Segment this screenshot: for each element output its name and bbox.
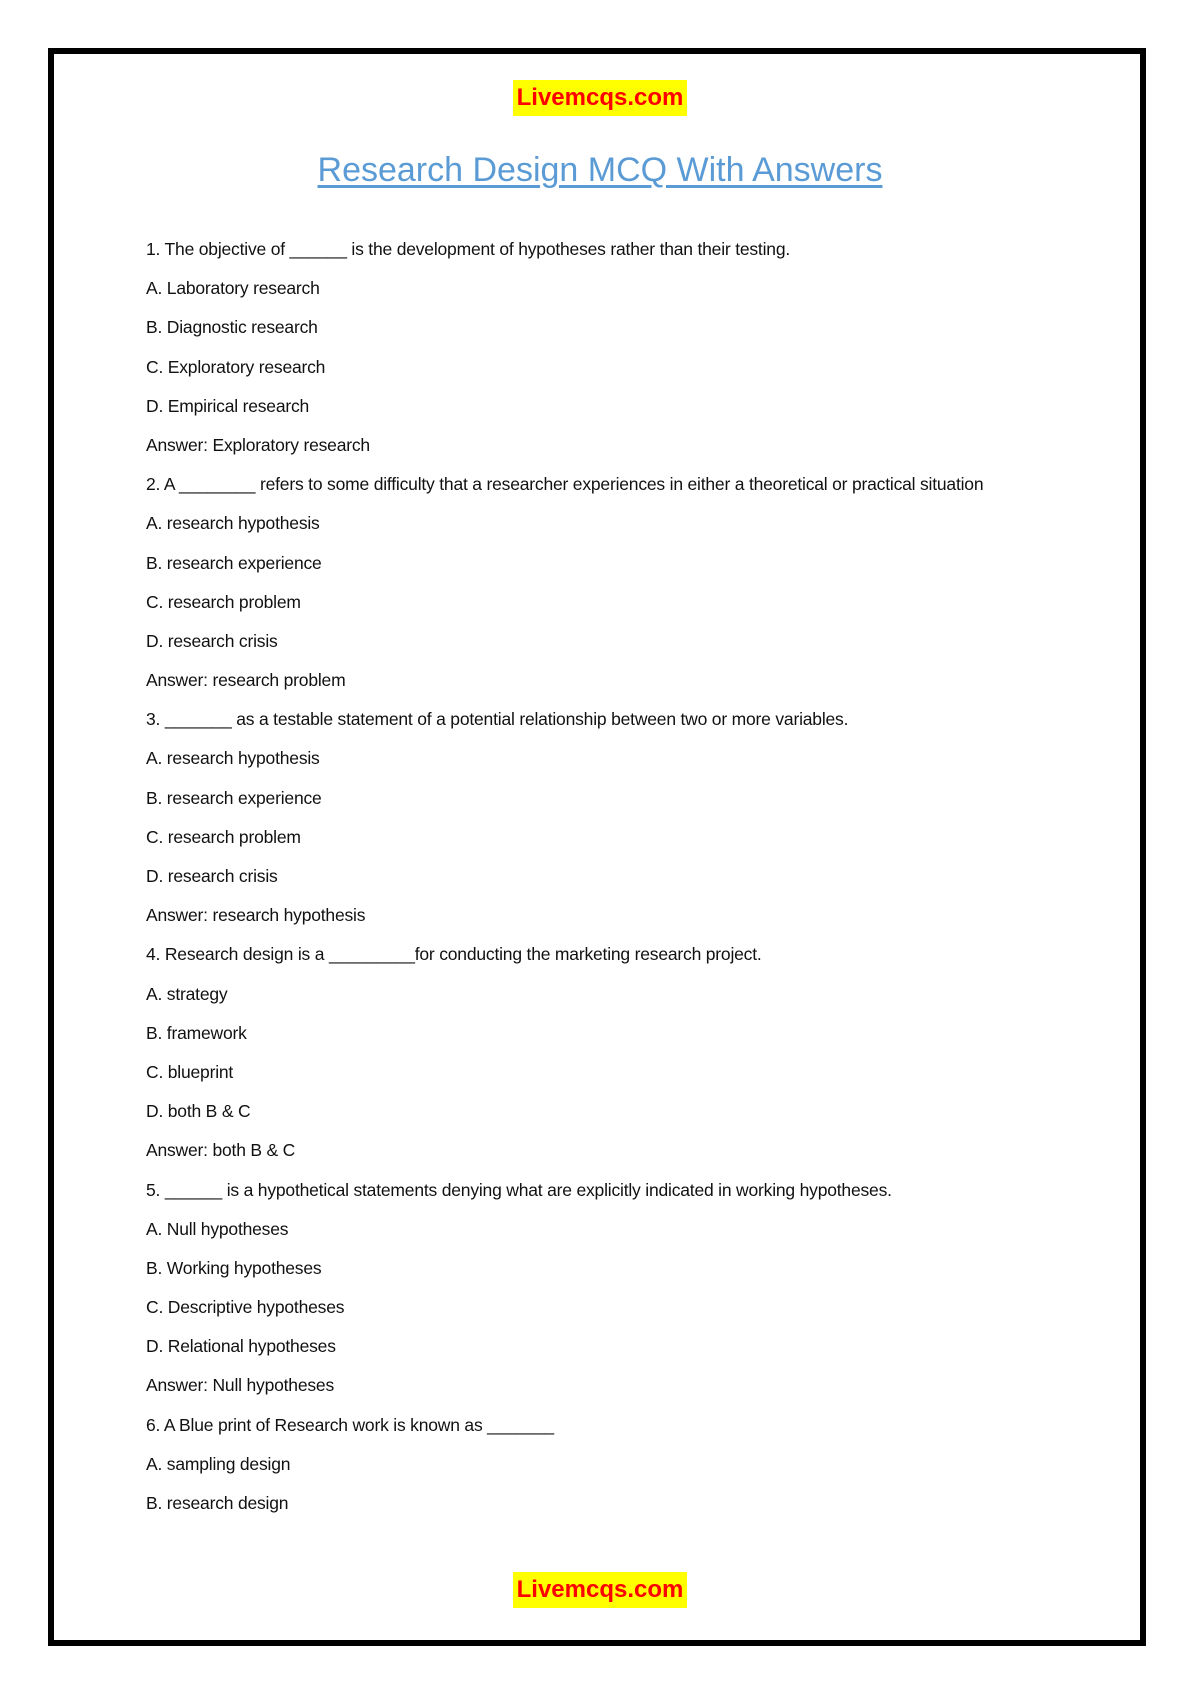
mcq-line: Answer: both B & C bbox=[146, 1140, 296, 1161]
page-title: Research Design MCQ With Answers bbox=[317, 151, 883, 189]
mcq-line: 5. ______ is a hypothetical statements denying what are explicitly indicated in working hypotheses. bbox=[146, 1179, 892, 1200]
mcq-line: C. Exploratory research bbox=[146, 356, 326, 377]
mcq-line: B. Diagnostic research bbox=[146, 317, 318, 338]
mcq-line: C. Descriptive hypotheses bbox=[146, 1297, 345, 1318]
mcq-line: D. research crisis bbox=[146, 866, 278, 886]
site-name-bottom[interactable]: Livemcqs.com bbox=[513, 1572, 688, 1608]
site-banner-top bbox=[0, 80, 1200, 116]
mcq-line: Answer: Null hypotheses bbox=[146, 1375, 334, 1396]
mcq-line: B. Working hypotheses bbox=[146, 1257, 322, 1278]
mcq-line: B. research design bbox=[146, 1493, 289, 1513]
mcq-line: 1. The objective of ______ is the development of hypotheses rather than their testing. bbox=[146, 239, 791, 259]
mcq-line: Answer: Exploratory research bbox=[146, 434, 370, 455]
mcq-line: 3. _______ as a testable statement of a potential relationship between two or more variables. bbox=[146, 709, 849, 730]
mcq-line: D. both B & C bbox=[146, 1101, 251, 1122]
mcq-content bbox=[146, 236, 1006, 1529]
mcq-line: A. strategy bbox=[146, 983, 228, 1004]
mcq-line: Answer: research hypothesis bbox=[146, 905, 366, 926]
mcq-line: C. blueprint bbox=[146, 1061, 234, 1082]
site-banner-bottom bbox=[0, 1572, 1200, 1608]
mcq-line: D. research crisis bbox=[146, 630, 278, 651]
mcq-line: B. research experience bbox=[146, 552, 322, 573]
mcq-line: 2. A ________ refers to some difficulty that a researcher experiences in either a theoretical or practical situation bbox=[146, 474, 984, 495]
mcq-line: A. Laboratory research bbox=[146, 278, 320, 299]
mcq-line: 6. A Blue print of Research work is known as _______ bbox=[146, 1414, 554, 1435]
mcq-line: B. research experience bbox=[146, 787, 322, 808]
mcq-line: A. research hypothesis bbox=[146, 748, 320, 769]
mcq-line: D. Relational hypotheses bbox=[146, 1336, 336, 1357]
mcq-line: C. research problem bbox=[146, 826, 301, 847]
mcq-line: A. research hypothesis bbox=[146, 513, 320, 534]
mcq-line: A. Null hypotheses bbox=[146, 1218, 289, 1239]
mcq-line: C. research problem bbox=[146, 591, 301, 612]
site-name-top[interactable]: Livemcqs.com bbox=[513, 80, 688, 116]
mcq-line: A. sampling design bbox=[146, 1453, 291, 1474]
mcq-line: Answer: research problem bbox=[146, 670, 346, 691]
mcq-line: B. framework bbox=[146, 1022, 247, 1043]
mcq-line: 4. Research design is a _________for conducting the marketing research project. bbox=[146, 944, 762, 965]
mcq-line: D. Empirical research bbox=[146, 395, 310, 416]
